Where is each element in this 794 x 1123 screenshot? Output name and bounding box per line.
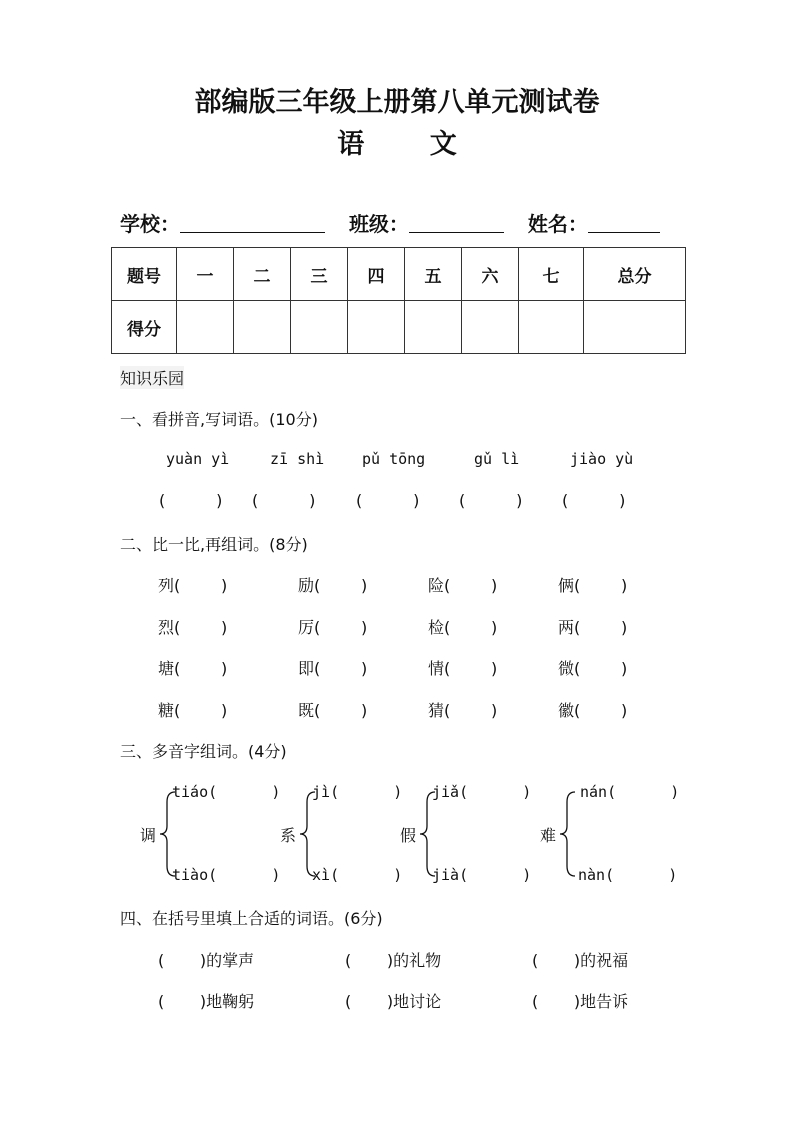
score-table-score-row <box>112 301 686 354</box>
polyphone-top[interactable] <box>172 783 280 801</box>
question-4-heading: 四、在括号里填上合适的词语。(6分) <box>120 909 383 928</box>
word-pair-item[interactable] <box>428 573 497 596</box>
answer-blank[interactable]: ( ) <box>158 992 207 1011</box>
answer-blank[interactable]: ( ) <box>314 576 368 595</box>
answer-blank[interactable]: ( ) <box>444 701 498 720</box>
phrase-text: 地讨论 <box>393 992 442 1011</box>
score-cell[interactable] <box>348 301 405 354</box>
char-text: 糖 <box>158 701 175 720</box>
table-cell: 四 <box>348 248 405 301</box>
pinyin-text: xì <box>312 866 331 884</box>
table-cell: 六 <box>462 248 519 301</box>
fill-phrase-item[interactable] <box>345 989 441 1012</box>
subject-char: 文 <box>429 129 457 160</box>
word-pair-item[interactable] <box>298 615 367 638</box>
char-text: 俩 <box>558 576 575 595</box>
pinyin-text: nàn <box>578 866 606 884</box>
table-cell: 二 <box>234 248 291 301</box>
subject-char: 语 <box>337 129 365 160</box>
word-pair-item[interactable] <box>558 656 627 679</box>
question-2-heading: 二、比一比,再组词。(8分) <box>120 535 308 554</box>
table-cell: 题号 <box>112 248 177 301</box>
score-cell[interactable] <box>177 301 234 354</box>
answer-blank[interactable]: ( ) <box>208 783 281 801</box>
table-cell: 五 <box>405 248 462 301</box>
polyphone-bottom[interactable] <box>312 866 402 884</box>
answer-blank[interactable]: ( ) <box>532 992 581 1011</box>
word-pair-item[interactable] <box>558 615 627 638</box>
answer-blank[interactable]: ( ) <box>252 491 316 510</box>
word-pair-item[interactable] <box>158 656 227 679</box>
pinyin-text: pǔ tōng <box>362 450 426 468</box>
subject-title <box>0 122 794 161</box>
answer-blank[interactable]: ( ) <box>314 659 368 678</box>
question-1-heading: 一、看拼音,写词语。(10分) <box>120 410 318 429</box>
answer-blank[interactable]: ( ) <box>158 951 207 970</box>
fill-phrase-item[interactable] <box>158 989 254 1012</box>
score-cell[interactable] <box>291 301 348 354</box>
phrase-text: 地鞠躬 <box>206 992 255 1011</box>
char-text: 既 <box>298 701 315 720</box>
pinyin-text: yuàn yì <box>166 450 230 468</box>
fill-phrase-item[interactable] <box>345 948 441 971</box>
word-pair-item[interactable] <box>158 573 227 596</box>
class-blank[interactable] <box>409 210 504 233</box>
score-table-header-row <box>112 248 686 301</box>
answer-blank[interactable]: ( ) <box>159 491 223 510</box>
polyphone-top[interactable] <box>432 783 531 801</box>
answer-blank[interactable]: ( ) <box>174 618 228 637</box>
char-text: 微 <box>558 659 575 678</box>
answer-blank[interactable]: ( ) <box>330 783 403 801</box>
pinyin-text: jià <box>432 866 460 884</box>
answer-blank[interactable]: ( ) <box>574 576 628 595</box>
word-pair-item[interactable] <box>558 573 627 596</box>
answer-blank[interactable]: ( ) <box>532 951 581 970</box>
section-label: 知识乐园 <box>120 366 184 389</box>
fill-phrase-item[interactable] <box>532 989 628 1012</box>
score-cell[interactable] <box>234 301 291 354</box>
score-cell[interactable] <box>584 301 686 354</box>
polyphone-top[interactable] <box>580 783 679 801</box>
polyphone-bottom[interactable] <box>432 866 531 884</box>
answer-blank[interactable]: ( ) <box>345 951 394 970</box>
table-cell: 总分 <box>584 248 686 301</box>
char-text: 险 <box>428 576 445 595</box>
char-text: 猜 <box>428 701 445 720</box>
answer-blank[interactable]: ( ) <box>444 576 498 595</box>
fill-phrase-item[interactable] <box>158 948 254 971</box>
polyphone-char: 假 <box>400 826 417 845</box>
pinyin-text: gǔ lì <box>474 450 520 468</box>
char-text: 烈 <box>158 618 175 637</box>
answer-blank[interactable]: ( ) <box>574 659 628 678</box>
word-pair-item[interactable] <box>428 656 497 679</box>
char-text: 励 <box>298 576 315 595</box>
answer-blank[interactable]: ( ) <box>330 866 403 884</box>
answer-blank[interactable]: ( ) <box>459 866 532 884</box>
polyphone-bottom[interactable] <box>578 866 677 884</box>
answer-blank[interactable]: ( ) <box>444 659 498 678</box>
answer-blank[interactable]: ( ) <box>459 783 532 801</box>
question-3-heading: 三、多音字组词。(4分) <box>120 742 287 761</box>
answer-blank[interactable]: ( ) <box>459 491 523 510</box>
word-pair-item[interactable] <box>428 615 497 638</box>
char-text: 徽 <box>558 701 575 720</box>
phrase-text: 的掌声 <box>206 951 255 970</box>
char-text: 两 <box>558 618 575 637</box>
word-pair-item[interactable] <box>158 698 227 721</box>
phrase-text: 的礼物 <box>393 951 442 970</box>
char-text: 即 <box>298 659 315 678</box>
name-blank[interactable] <box>588 210 660 233</box>
pinyin-text: zī shì <box>270 450 325 468</box>
answer-blank[interactable]: ( ) <box>356 491 420 510</box>
polyphone-char: 调 <box>140 826 157 845</box>
answer-blank[interactable]: ( ) <box>605 866 678 884</box>
answer-blank[interactable]: ( ) <box>444 618 498 637</box>
table-cell: 一 <box>177 248 234 301</box>
answer-blank[interactable]: ( ) <box>574 701 628 720</box>
pinyin-text: nán <box>580 783 608 801</box>
page-title: 部编版三年级上册第八单元测试卷 <box>194 87 600 118</box>
polyphone-char: 系 <box>280 826 297 845</box>
score-cell[interactable] <box>519 301 584 354</box>
answer-blank[interactable]: ( ) <box>574 618 628 637</box>
answer-blank[interactable]: ( ) <box>314 701 368 720</box>
table-cell: 得分 <box>112 301 177 354</box>
school-label: 学校： <box>120 212 180 236</box>
score-cell[interactable] <box>462 301 519 354</box>
polyphone-bottom[interactable] <box>172 866 280 884</box>
answer-blank[interactable]: ( ) <box>174 576 228 595</box>
word-pair-item[interactable] <box>558 698 627 721</box>
answer-blank[interactable]: ( ) <box>208 866 281 884</box>
char-text: 塘 <box>158 659 175 678</box>
phrase-text: 地告诉 <box>580 992 629 1011</box>
word-pair-item[interactable] <box>298 698 367 721</box>
class-label: 班级： <box>348 212 409 236</box>
answer-blank[interactable]: ( ) <box>314 618 368 637</box>
answer-blank[interactable]: ( ) <box>607 783 680 801</box>
score-cell[interactable] <box>405 301 462 354</box>
polyphone-char: 难 <box>540 826 557 845</box>
school-blank[interactable] <box>180 210 325 233</box>
answer-blank[interactable]: ( ) <box>345 992 394 1011</box>
brace-icon <box>558 788 578 880</box>
fill-phrase-item[interactable] <box>532 948 628 971</box>
answer-blank[interactable]: ( ) <box>562 491 626 510</box>
answer-blank[interactable]: ( ) <box>174 701 228 720</box>
pinyin-text: jì <box>312 783 331 801</box>
phrase-text: 的祝福 <box>580 951 629 970</box>
table-cell: 三 <box>291 248 348 301</box>
polyphone-top[interactable] <box>312 783 402 801</box>
word-pair-item[interactable] <box>158 615 227 638</box>
char-text: 检 <box>428 618 445 637</box>
pinyin-text: jiǎ <box>432 783 460 801</box>
name-label: 姓名： <box>527 212 588 236</box>
pinyin-text: tiào <box>172 866 209 884</box>
word-pair-item[interactable] <box>428 698 497 721</box>
student-info-line <box>120 208 660 237</box>
word-pair-item[interactable] <box>298 656 367 679</box>
pinyin-text: jiào yù <box>570 450 634 468</box>
score-table <box>111 247 686 354</box>
char-text: 情 <box>428 659 445 678</box>
answer-blank[interactable]: ( ) <box>174 659 228 678</box>
pinyin-text: tiáo <box>172 783 209 801</box>
char-text: 列 <box>158 576 175 595</box>
char-text: 厉 <box>298 618 315 637</box>
table-cell: 七 <box>519 248 584 301</box>
word-pair-item[interactable] <box>298 573 367 596</box>
